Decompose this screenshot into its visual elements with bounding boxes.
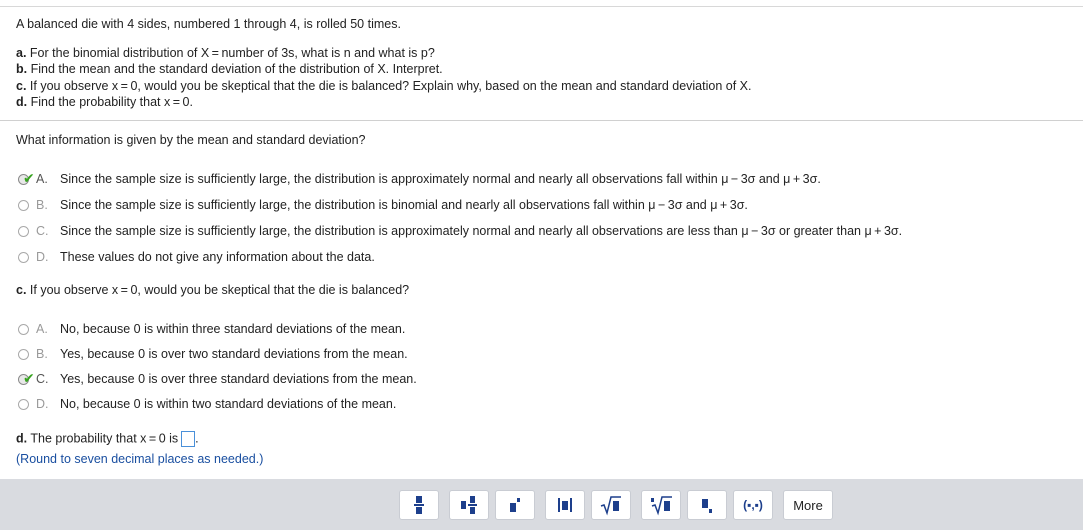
- square-root-icon: [600, 494, 622, 516]
- q1-option-d[interactable]: D. These values do not give any information about the data.: [16, 248, 375, 266]
- fraction-button[interactable]: [399, 490, 439, 520]
- nth-root-icon: [649, 494, 673, 516]
- exponent-button[interactable]: [495, 490, 535, 520]
- problem-part-b: b. Find the mean and the standard deviation of the distribution of X. Interpret.: [16, 62, 443, 76]
- radio-button[interactable]: [18, 349, 29, 360]
- q1-option-a[interactable]: ✔ A. Since the sample size is sufficiently large, the distribution is approximately normal and nearly all observations fall within μ − 3σ and μ + 3σ.: [16, 170, 821, 188]
- radio-button[interactable]: [18, 226, 29, 237]
- q1-option-b[interactable]: B. Since the sample size is sufficiently large, the distribution is binomial and nearly all observations fall within μ − 3σ and μ + 3σ.: [16, 196, 748, 214]
- more-button[interactable]: More: [783, 490, 833, 520]
- top-border: [0, 6, 1083, 7]
- q2-option-a[interactable]: A. No, because 0 is within three standard deviations of the mean.: [16, 320, 405, 338]
- q1-option-c[interactable]: C. Since the sample size is sufficiently large, the distribution is approximately normal and nearly all observations are less than μ − 3σ or greater than μ + 3σ.: [16, 222, 902, 240]
- subscript-icon: [700, 494, 714, 516]
- absolute-value-button[interactable]: [545, 490, 585, 520]
- q2-option-b[interactable]: B. Yes, because 0 is over two standard deviations from the mean.: [16, 345, 408, 363]
- interval-button[interactable]: [733, 490, 773, 520]
- problem-part-d: d. Find the probability that x = 0.: [16, 95, 193, 109]
- mixed-number-button[interactable]: [449, 490, 489, 520]
- radio-button[interactable]: [18, 324, 29, 335]
- square-root-button[interactable]: [591, 490, 631, 520]
- checkmark-icon: ✔: [23, 170, 35, 186]
- question-1: What information is given by the mean and standard deviation?: [16, 133, 366, 147]
- problem-part-a: a. For the binomial distribution of X = number of 3s, what is n and what is p?: [16, 46, 435, 60]
- q2-option-c[interactable]: ✔ C. Yes, because 0 is over three standard deviations from the mean.: [16, 370, 417, 388]
- problem-intro: A balanced die with 4 sides, numbered 1 through 4, is rolled 50 times.: [16, 17, 401, 31]
- radio-button[interactable]: [18, 200, 29, 211]
- rounding-hint: (Round to seven decimal places as needed.): [16, 452, 264, 466]
- nth-root-button[interactable]: [641, 490, 681, 520]
- mixed-number-icon: [460, 494, 478, 516]
- problem-part-c: c. If you observe x = 0, would you be skeptical that the die is balanced? Explain why, based on the mean and standard deviation of X.: [16, 79, 752, 93]
- section-divider: [0, 120, 1083, 121]
- radio-button[interactable]: [18, 399, 29, 410]
- subscript-button[interactable]: [687, 490, 727, 520]
- question-2: c. If you observe x = 0, would you be skeptical that the die is balanced?: [16, 283, 410, 297]
- q2-option-d[interactable]: D. No, because 0 is within two standard deviations of the mean.: [16, 395, 396, 413]
- radio-button[interactable]: [18, 252, 29, 263]
- exponent-icon: [508, 494, 522, 516]
- math-toolbar: [0, 479, 1083, 530]
- question-3: d. The probability that x = 0 is .: [16, 431, 199, 446]
- fraction-icon: [413, 494, 425, 516]
- checkmark-icon: ✔: [23, 370, 35, 386]
- interval-icon: (▪,▪): [743, 498, 763, 512]
- answer-input[interactable]: [181, 431, 195, 447]
- absolute-value-icon: [556, 494, 574, 516]
